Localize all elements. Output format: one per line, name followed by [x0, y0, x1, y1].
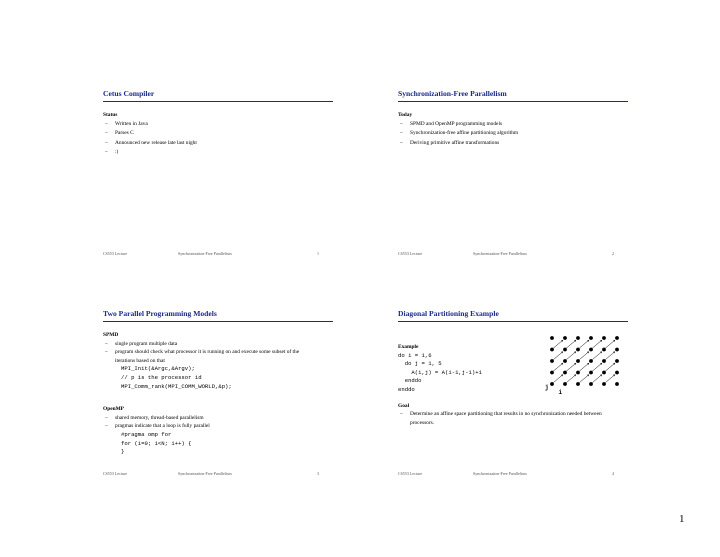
title-rule	[398, 101, 628, 102]
footer-topic: Synchronization-Free Parallelism	[473, 471, 527, 476]
bullet-item: – single program multiple data	[105, 340, 178, 347]
slide-2	[398, 85, 628, 265]
code-line: enddo	[398, 385, 415, 393]
iteration-point	[550, 382, 554, 386]
iteration-point	[602, 348, 606, 352]
dependence-arrow	[593, 375, 602, 383]
code-line: }	[121, 448, 125, 456]
iteration-point	[589, 359, 593, 363]
dependence-arrow	[606, 375, 615, 383]
dependence-arrow	[580, 363, 589, 371]
dependence-arrow	[580, 340, 589, 348]
iteration-point	[589, 348, 593, 352]
title-rule	[103, 101, 333, 102]
bullet-item: – Written in Java	[105, 121, 148, 128]
section-heading: OpenMP	[103, 406, 124, 413]
section-heading: SPMD	[103, 332, 119, 338]
dependence-arrow	[580, 352, 589, 360]
iteration-point	[602, 336, 606, 340]
dependence-arrow	[567, 340, 576, 348]
bullet-item: – :)	[105, 148, 119, 155]
slide-body	[103, 331, 331, 457]
title-rule	[103, 321, 333, 322]
code-line: for (i=0; i<N; i++) {	[121, 439, 192, 447]
iteration-point	[576, 336, 580, 340]
iteration-point	[589, 382, 593, 386]
code-line: MPI_Init(&Argc,&Argv);	[121, 365, 195, 373]
dependence-arrow	[593, 363, 602, 371]
footer-course: CS553 Lecture	[103, 251, 128, 256]
bullet-item: – SPMD and OpenMP programming models	[400, 121, 503, 128]
iteration-point	[602, 371, 606, 375]
iteration-point	[589, 371, 593, 375]
slide-title: Two Parallel Programming Models	[103, 309, 217, 318]
code-line: #pragma omp for	[121, 430, 172, 438]
code-line: MPI_Comm_rank(MPI_COMM_WORLD,&p);	[121, 382, 232, 390]
iteration-point	[615, 371, 619, 375]
section-heading: Today	[398, 112, 413, 118]
dependence-arrow	[606, 340, 615, 348]
slide-4	[398, 305, 628, 485]
iteration-point	[615, 336, 619, 340]
footer-topic: Synchronization-Free Parallelism	[178, 471, 232, 476]
bullet-item: – Synchronization-free affine partitioning algorithm	[400, 130, 519, 137]
iteration-point	[550, 359, 554, 363]
bullet-item: – Deriving primitive affine transformations	[400, 139, 500, 146]
slide-body	[398, 343, 602, 427]
bullet-item: – program should check what processor it is running on and execute some subset of the iterations based on that	[105, 349, 300, 364]
slide-title: Synchronization-Free Parallelism	[398, 89, 507, 98]
code-line: do i = 1,6	[398, 351, 432, 359]
bullet-item: – pragmas indicate that a loop is fully parallel	[105, 423, 210, 430]
iteration-point	[602, 359, 606, 363]
iteration-point	[576, 371, 580, 375]
dependence-arrow	[554, 352, 563, 360]
dependence-arrow	[593, 352, 602, 360]
slide-body	[103, 111, 331, 157]
section-heading: Example	[398, 344, 419, 350]
footer-slide-number: 3	[317, 471, 319, 476]
dependence-arrow	[606, 363, 615, 371]
slide-title: Cetus Compiler	[103, 89, 155, 98]
code-line: // p is the processor id	[121, 373, 202, 381]
dependence-arrow	[593, 340, 602, 348]
slide-1	[103, 85, 333, 265]
dependence-arrow	[554, 363, 563, 371]
bullet-item: – shared memory, thread-based parallelism	[105, 414, 204, 421]
iteration-point	[615, 348, 619, 352]
footer-topic: Synchronization-Free Parallelism	[178, 251, 232, 256]
slide-3	[103, 305, 333, 485]
code-line: A(i,j) = A(i-1,j-1)+1	[398, 368, 482, 376]
dependence-arrow	[580, 375, 589, 383]
iteration-point	[563, 382, 567, 386]
section-heading: Status	[103, 112, 118, 118]
code-line: do j = 1, 5	[398, 360, 442, 368]
iteration-point	[576, 382, 580, 386]
axis-label-i: i	[558, 389, 563, 396]
dependence-arrow	[567, 363, 576, 371]
iteration-point	[576, 348, 580, 352]
axis-label-j: j	[545, 384, 549, 391]
iteration-point	[563, 348, 567, 352]
iteration-point	[550, 336, 554, 340]
dependence-arrow	[554, 340, 563, 348]
iteration-point	[589, 336, 593, 340]
dependence-arrow	[567, 375, 576, 383]
page-number: 1	[679, 513, 685, 525]
iteration-point	[550, 371, 554, 375]
iteration-point	[563, 371, 567, 375]
bullet-item: – Announced new release late last night	[105, 139, 197, 146]
dependence-grid	[546, 335, 624, 399]
iteration-point	[615, 359, 619, 363]
footer-course: CS553 Lecture	[398, 471, 423, 476]
footer-slide-number: 2	[612, 251, 614, 256]
bullet-item: – Parses C	[105, 130, 134, 137]
iteration-point	[576, 359, 580, 363]
slide-title: Diagonal Partitioning Example	[398, 309, 499, 318]
footer-slide-number: 1	[317, 251, 319, 256]
iteration-point	[563, 336, 567, 340]
iteration-point	[602, 382, 606, 386]
footer-topic: Synchronization-Free Parallelism	[473, 251, 527, 256]
footer-course: CS553 Lecture	[398, 251, 423, 256]
iteration-point	[550, 348, 554, 352]
footer-course: CS553 Lecture	[103, 471, 128, 476]
footer-slide-number: 4	[612, 471, 614, 476]
section-heading: Goal	[398, 402, 410, 409]
bullet-item: – Determine an affine space partitioning that results in no synchronization needed between processors.	[400, 411, 602, 426]
code-line: enddo	[398, 377, 422, 385]
slide-body	[398, 111, 626, 148]
dependence-arrow	[567, 352, 576, 360]
title-rule	[398, 321, 628, 322]
iteration-point	[563, 359, 567, 363]
dependence-arrow	[606, 352, 615, 360]
iteration-point	[615, 382, 619, 386]
dependence-arrow	[554, 375, 563, 383]
